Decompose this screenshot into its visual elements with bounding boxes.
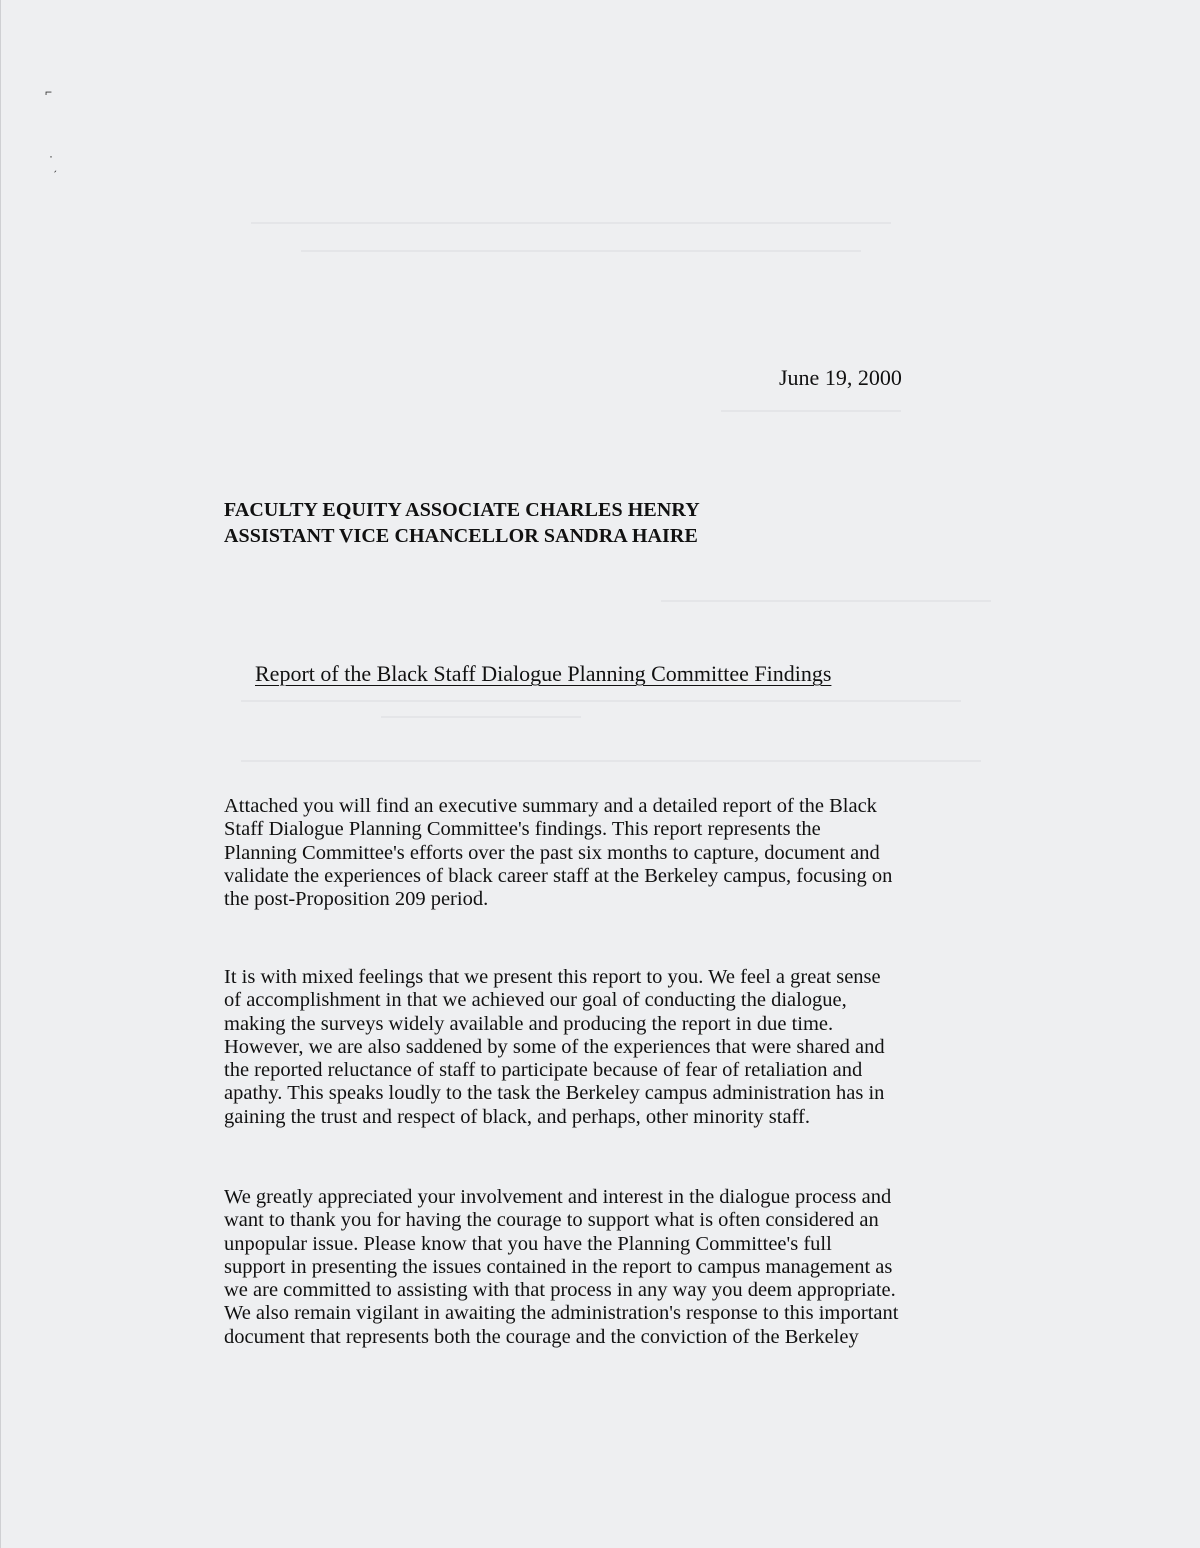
paragraph-line: of accomplishment in that we achieved our goal of conducting the dialogue, [224, 989, 847, 1012]
addressee-block [224, 497, 700, 549]
paragraph-line: apathy. This speaks loudly to the task the Berkeley campus administration has in [224, 1082, 885, 1105]
bleed-through-mark [661, 600, 991, 602]
paragraph-line: Staff Dialogue Planning Committee's findings. This report represents the [224, 818, 821, 841]
paragraph-line: the post-Proposition 209 period. [224, 888, 489, 911]
bleed-through-mark [301, 250, 861, 252]
paragraph-line: We also remain vigilant in awaiting the administration's response to this important [224, 1302, 899, 1325]
paragraph-line: document that represents both the courage and the conviction of the Berkeley [224, 1325, 859, 1348]
paragraph-line: gaining the trust and respect of black, and perhaps, other minority staff. [224, 1105, 810, 1128]
paragraph-line: validate the experiences of black career staff at the Berkeley campus, focusing on [224, 864, 893, 887]
letter-date: June 19, 2000 [779, 365, 902, 390]
paragraph-line: Planning Committee's efforts over the past six months to capture, document and [224, 841, 880, 864]
paragraph-line: the reported reluctance of staff to participate because of fear of retaliation and [224, 1059, 863, 1082]
paragraph-line: we are committed to assisting with that process in any way you deem appropriate. [224, 1279, 896, 1302]
bleed-through-mark [721, 410, 901, 412]
report-title: Report of the Black Staff Dialogue Planning Committee Findings [255, 661, 832, 686]
bleed-through-mark [251, 222, 891, 224]
margin-mark: · [49, 149, 53, 163]
body-paragraph [224, 1186, 898, 1349]
paragraph-line: It is with mixed feelings that we present this report to you. We feel a great sense [224, 966, 881, 988]
addressee-line: ASSISTANT VICE CHANCELLOR SANDRA HAIRE [224, 525, 698, 547]
addressee-line: FACULTY EQUITY ASSOCIATE CHARLES HENRY [224, 499, 700, 521]
body-paragraph [224, 795, 892, 911]
body-paragraph [224, 966, 885, 1129]
margin-mark: ˏ [53, 159, 57, 173]
paragraph-line: making the surveys widely available and producing the report in due time. [224, 1012, 834, 1035]
paragraph-line: However, we are also saddened by some of the experiences that were shared and [224, 1035, 885, 1058]
bleed-through-mark [241, 700, 961, 702]
bleed-through-mark [381, 716, 581, 718]
paragraph-line: We greatly appreciated your involvement and interest in the dialogue process and [224, 1186, 892, 1208]
bleed-through-mark [241, 760, 981, 762]
paragraph-line: want to thank you for having the courage to support what is often considered an [224, 1209, 879, 1232]
paragraph-line: support in presenting the issues contained in the report to campus management as [224, 1255, 893, 1278]
paragraph-line: unpopular issue. Please know that you have the Planning Committee's full [224, 1232, 832, 1255]
paragraph-line: Attached you will find an executive summary and a detailed report of the Black [224, 795, 877, 817]
margin-mark: ⌐ [45, 85, 53, 99]
